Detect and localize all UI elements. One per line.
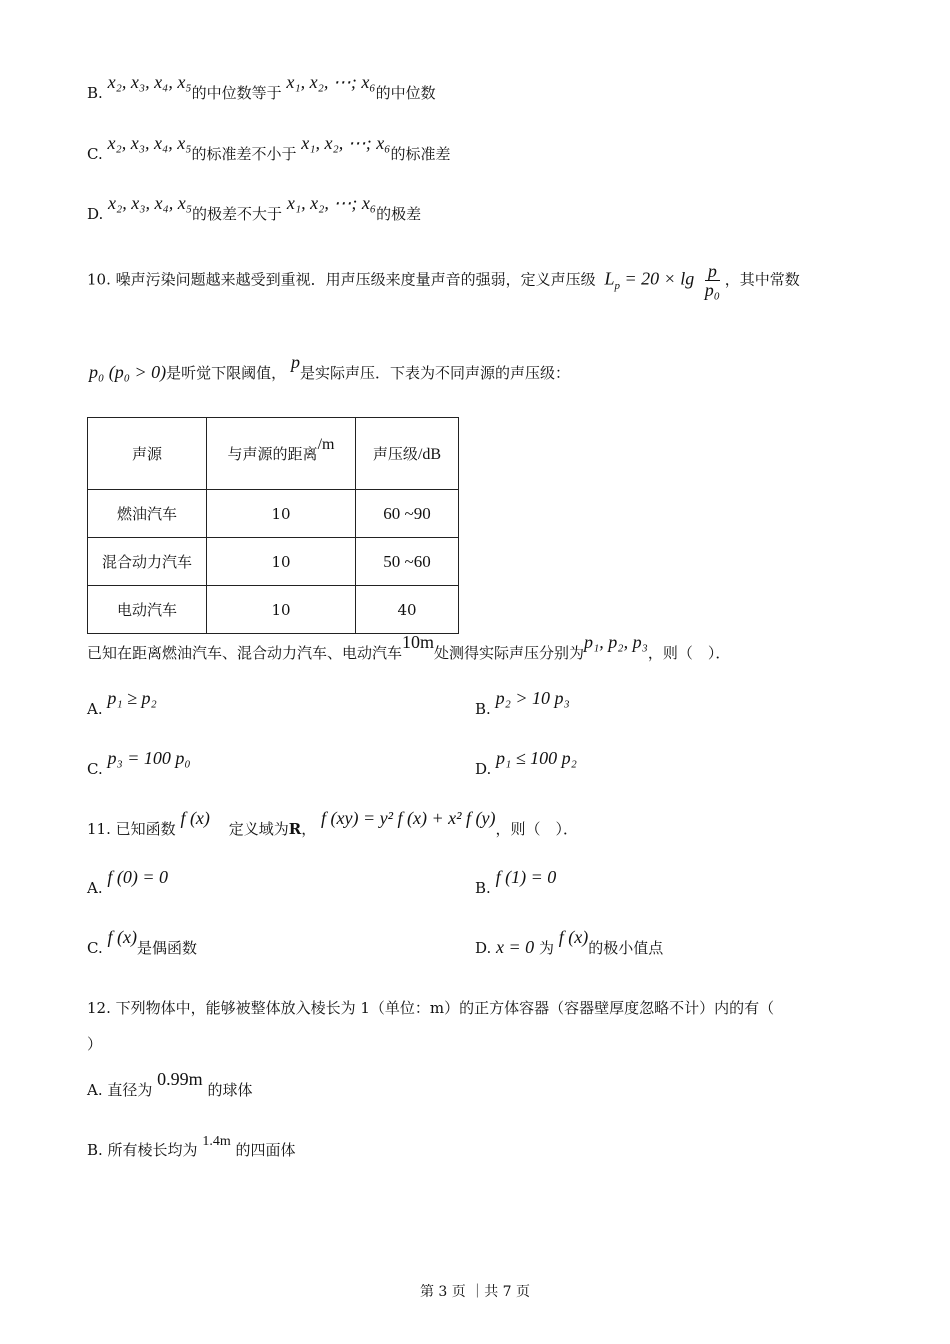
- math-expression: x₂, x₃, x₄, x₅: [107, 133, 192, 153]
- q10-option-b: B. p₂ > 10 p₃: [475, 688, 570, 718]
- q10-option-a: A. p₁ ≥ p₂: [87, 688, 157, 718]
- table-row: 电动汽车 10 40: [88, 586, 459, 634]
- q9-option-d: D. x₂, x₃, x₄, x₅的极差不大于 x₁, x₂, ⋯; x₆的极差: [87, 193, 422, 223]
- q12-stem: 12. 下列物体中，能够被整体放入棱长为 1（单位：m）的正方体容器（容器壁厚度忽略不计）内的有（: [87, 999, 775, 1017]
- math-expression: x₁, x₂, ⋯; x₆: [286, 193, 377, 213]
- q11-option-a: A. f (0) = 0: [87, 867, 169, 897]
- q12-option-a: A. 直径为 0.99m 的球体: [87, 1069, 253, 1099]
- q11-option-b: B. f (1) = 0: [475, 867, 557, 897]
- q10-option-d: D. p₁ ≤ 100 p₂: [475, 748, 577, 778]
- math-expression: x₂, x₃, x₄, x₅: [108, 193, 193, 213]
- sound-level-table: [87, 417, 459, 634]
- math-expression: x₁, x₂, ⋯; x₆: [286, 72, 376, 92]
- q10-stem-line1: 10. 噪声污染问题越来越受到重视．用声压级来度量声音的强弱，定义声压级 $L_p = 20 \times \lg$ $\frac{p}{\text{p₀}}$ ，其中常数: [87, 261, 800, 300]
- q10-stem-line2: p₀ (p₀ > 0)是听觉下限阈值， p是实际声压．下表为不同声源的声压级：: [89, 352, 570, 382]
- table-header-row: 声源 与声源的距离/m 声压级/dB: [88, 418, 459, 490]
- q12-stem-cont: ）: [87, 1035, 103, 1053]
- formula: $L_p = 20 \times \lg$ $\frac{p}{\text{p₀}}$: [604, 261, 721, 300]
- table-row: 燃油汽车 10 60 ~90: [88, 490, 459, 538]
- q12-option-b: B. 所有棱长均为 1.4m 的四面体: [87, 1134, 296, 1159]
- math-expression: x₂, x₃, x₄, x₅: [107, 72, 192, 92]
- q11-option-d: D. x = 0 为 f (x)的极小值点: [475, 927, 664, 957]
- q11-option-c: C. f (x)是偶函数: [87, 927, 197, 957]
- math-expression: x₁, x₂, ⋯; x₆: [301, 133, 391, 153]
- page-footer: 第 3 页 ｜共 7 页: [419, 1284, 531, 1300]
- q10-stem-line3: 已知在距离燃油汽车、混合动力汽车、电动汽车10m处测得实际声压分别为p₁, p₂, p₃，则（ ）．: [87, 632, 731, 662]
- q11-stem: 11. 已知函数 f (x) 定义域为R， f (xy) = y² f (x) + x² f (y)，则（ ）．: [87, 808, 578, 838]
- table-row: 混合动力汽车 10 50 ~60: [88, 538, 459, 586]
- q9-option-b: B. x₂, x₃, x₄, x₅的中位数等于 x₁, x₂, ⋯; x₆的中位数: [87, 72, 436, 102]
- q10-option-c: C. p₃ = 100 p₀: [87, 748, 191, 778]
- math-expression: p₀ (p₀ > 0): [89, 362, 167, 382]
- fraction: $\frac{p}{\text{p₀}}$: [704, 261, 721, 300]
- q9-option-c: C. x₂, x₃, x₄, x₅的标准差不小于 x₁, x₂, ⋯; x₆的标准差: [87, 133, 451, 163]
